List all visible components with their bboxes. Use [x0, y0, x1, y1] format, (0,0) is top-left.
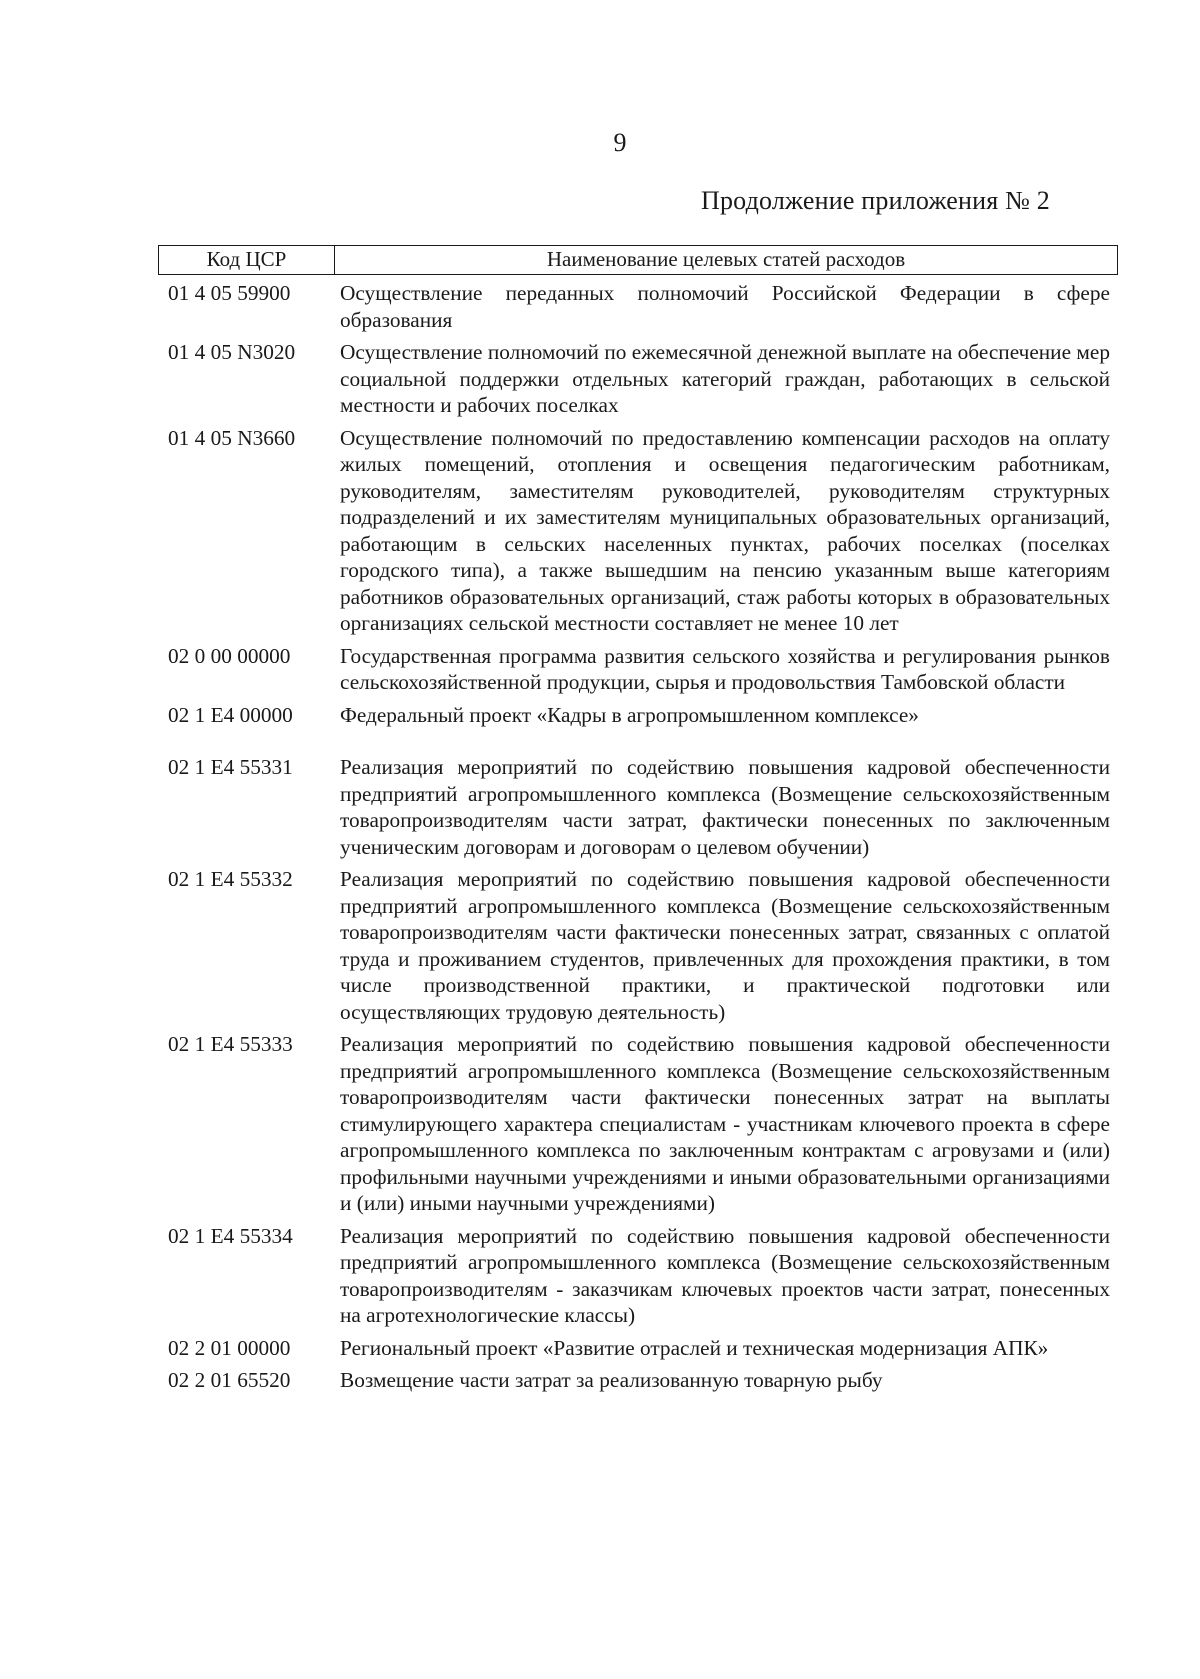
- table-row: [168, 339, 1118, 419]
- row-name: Реализация мероприятий по содействию повышения кадровой обеспеченности предприятий агропромышленного комплекса (Возмещение сельскохозяйственным товаропроизводителям части фактически понесенных затрат, связанных с оплатой труда и проживанием студентов, привлеченных для прохождения практики, в том числе производственной практики, и практической подготовки или осуществляющих трудовую деятельность): [340, 867, 1110, 1024]
- table-body: [168, 280, 1118, 1400]
- row-code: 02 1 E4 55334: [168, 1223, 293, 1248]
- row-name: Реализация мероприятий по содействию повышения кадровой обеспеченности предприятий агропромышленного комплекса (Возмещение сельскохозяйственным товаропроизводителям части затрат, фактически понесенных по заключенным ученическим договорам и договорам о целевом обучении): [340, 755, 1110, 859]
- row-code: 01 4 05 59900: [168, 281, 291, 305]
- row-code: 02 1 E4 00000: [168, 702, 293, 727]
- row-name: Реализация мероприятий по содействию повышения кадровой обеспеченности предприятий агропромышленного комплекса (Возмещение сельскохозяйственным товаропроизводителям - заказчикам ключевых проектов части затрат, понесенных на агротехнологические классы): [340, 1223, 1110, 1327]
- table-row: [168, 866, 1118, 1025]
- row-name: Осуществление переданных полномочий Российской Федерации в сфере образования: [340, 281, 1110, 332]
- row-code: 02 1 E4 55333: [168, 1032, 293, 1056]
- table-header: [158, 245, 1118, 275]
- row-code: 02 1 E4 55332: [168, 867, 293, 891]
- table-row: [168, 702, 1118, 729]
- table-row: [168, 754, 1118, 860]
- row-name: Государственная программа развития сельского хозяйства и регулирования рынков сельскохозяйственной продукции, сырья и продовольствия Тамбовской области: [340, 643, 1110, 694]
- row-name: Федеральный проект «Кадры в агропромышленном комплексе»: [340, 702, 919, 727]
- page-number: 9: [613, 128, 627, 157]
- row-code: 02 0 00 00000: [168, 643, 291, 668]
- table-row: [168, 425, 1118, 637]
- table-row: [168, 1335, 1118, 1362]
- row-name: Осуществление полномочий по ежемесячной денежной выплате на обеспечение мер социальной поддержки отдельных категорий граждан, работающих в сельской местности и рабочих поселках: [340, 340, 1110, 417]
- table-row: [168, 1031, 1118, 1217]
- header-code: Код ЦСР: [159, 246, 335, 274]
- row-name: Реализация мероприятий по содействию повышения кадровой обеспеченности предприятий агропромышленного комплекса (Возмещение сельскохозяйственным товаропроизводителям части фактически понесенных затрат на выплаты стимулирующего характера специалистам - участникам ключевого проекта в сфере агропромышленного комплекса по заключенным контрактам с агровузами и (или) профильными научными учреждениями и иными образовательными организациями и (или) иными научными учреждениями): [340, 1032, 1110, 1215]
- table-row: [168, 643, 1118, 696]
- header-name: Наименование целевых статей расходов: [546, 247, 906, 271]
- table-row: [168, 280, 1118, 333]
- table-row: [168, 1367, 1118, 1394]
- row-name: Возмещение части затрат за реализованную товарную рыбу: [340, 1368, 883, 1392]
- row-code: 01 4 05 N3020: [168, 340, 296, 364]
- row-code: 01 4 05 N3660: [168, 425, 296, 450]
- row-name: Региональный проект «Развитие отраслей и техническая модернизация АПК»: [340, 1335, 1049, 1360]
- row-code: 02 1 E4 55331: [168, 755, 293, 779]
- row-code: 02 2 01 00000: [168, 1335, 291, 1360]
- table-row: [168, 1223, 1118, 1329]
- row-code: 02 2 01 65520: [168, 1368, 291, 1392]
- appendix-continuation-title: Продолжение приложения № 2: [700, 186, 1050, 215]
- row-name: Осуществление полномочий по предоставлению компенсации расходов на оплату жилых помещений, отопления и освещения педагогическим работникам, руководителям, заместителям руководителей, руководителям структурных подразделений и их заместителям муниципальных образовательных организаций, работающим в сельских населенных пунктах, рабочих поселках (поселках городского типа), а также вышедшим на пенсию указанным выше категориям работников образовательных организаций, стаж работы которых в образовательных организациях сельской местности составляет не менее 10 лет: [340, 425, 1110, 635]
